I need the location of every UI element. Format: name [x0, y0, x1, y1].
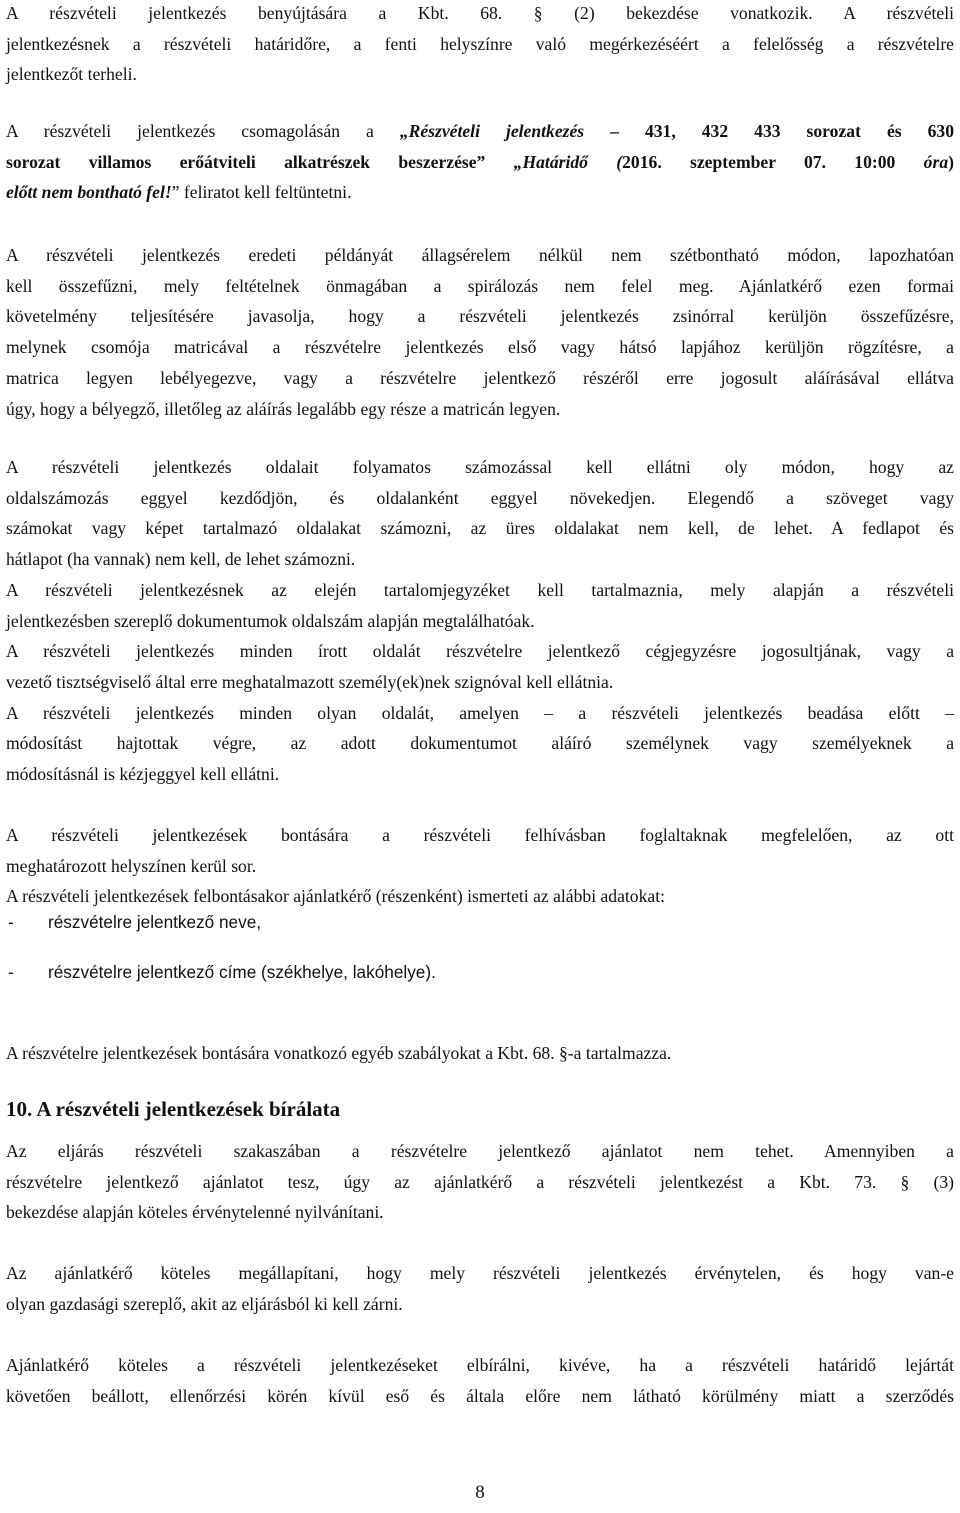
text-line: jelentkezésben szereplő dokumentumok oldalszám alapján megtalálhatóak.	[6, 610, 535, 631]
text-line: A részvételi jelentkezések felbontásakor ajánlatkérő (részenként) ismerteti az alábbi adatokat:	[6, 886, 665, 907]
section-heading: 10. A részvételi jelentkezések bírálata	[6, 1097, 341, 1121]
text-line: A részvételi jelentkezés minden olyan oldalát, amelyen – a részvételi jelentkezés beadása előtt –	[6, 702, 954, 723]
paragraph-invalidity	[6, 1258, 954, 1319]
text-line: olyan gazdasági szereplő, akit az eljárásból ki kell zárni.	[6, 1293, 403, 1314]
text-line: A részvételi jelentkezés benyújtására a Kbt. 68. § (2) bekezdése vonatkozik. A részvételi	[6, 3, 954, 23]
text-line: matrica legyen lebélyegezve, vagy a részvételre jelentkező részéről erre jogosult aláírásával ellátva	[6, 367, 954, 388]
paragraph-evaluation	[6, 1136, 954, 1228]
text-run-bold: – 431, 432 433 sorozat és 630	[584, 121, 954, 141]
text-line: vezető tisztségviselő által erre meghatalmazott személy(ek)nek szignóval kell ellátnia.	[6, 671, 614, 692]
list-item	[8, 962, 708, 983]
text-line: jelentkezőt terheli.	[6, 64, 137, 85]
paragraph-submission	[6, 0, 954, 90]
text-line: A részvételi jelentkezések bontására a részvételi felhívásban foglaltaknak megfelelően, az ott	[6, 825, 954, 845]
text-line: hátlapot (ha vannak) nem kell, de lehet számozni.	[6, 549, 356, 570]
text-line: Az ajánlatkérő köteles megállapítani, hogy mely részvételi jelentkezés érvénytelen, és hogy van-e	[6, 1263, 954, 1283]
text-line: melynek csomója matricával a részvételre jelentkezés első vagy hátsó lapjához kerüljön rögzítésre, a	[6, 337, 954, 358]
text-run: ” feliratot kell feltüntetni.	[171, 182, 352, 203]
list-item-text: részvételre jelentkező címe (székhelye, lakóhelye).	[48, 962, 436, 982]
text-run-bold: )	[948, 151, 954, 172]
text-line: A részvételi jelentkezésnek az elején tartalomjegyzéket kell tartalmaznia, mely alapján a részvételi	[6, 579, 954, 600]
paragraph-opening	[6, 820, 954, 912]
paragraph-other-rules	[6, 1038, 954, 1069]
label-emphasis: óra	[923, 151, 949, 172]
bullet-dash: -	[8, 962, 14, 982]
text-line: A részvételi jelentkezés oldalait folyamatos számozással kell ellátni oly módon, hogy az	[6, 457, 954, 477]
text-line: módosítást hajtottak végre, az adott dokumentumot aláíró személynek vagy személyeknek a	[6, 733, 954, 754]
text-line: A részvételre jelentkezések bontására vonatkozó egyéb szabályokat a Kbt. 68. §-a tartalmazza.	[6, 1043, 672, 1063]
text-line: úgy, hogy a bélyegző, illetőleg az aláírás legalább egy része a matricán legyen.	[6, 398, 561, 419]
text-line: jelentkezésnek a részvételi határidőre, a fenti helyszínre való megérkezéséért a felelősség a részvételre	[6, 33, 954, 54]
text-run: A részvételi jelentkezés csomagolásán a	[6, 121, 400, 141]
text-line	[6, 116, 954, 147]
paragraph-binding	[6, 240, 954, 424]
label-emphasis: előtt nem bontható fel!	[6, 182, 172, 203]
list-item-text: részvételre jelentkező neve,	[48, 912, 262, 932]
text-line: számokat vagy képet tartalmazó oldalakat számozni, az üres oldalakat nem kell, de lehet. A fedlapot és	[6, 518, 954, 539]
label-emphasis: „Részvételi jelentkezés	[399, 121, 585, 141]
paragraph-judging	[6, 1350, 954, 1411]
text-line: A részvételi jelentkezés minden írott oldalát részvételre jelentkező cégjegyzésre jogosultjának, vagy a	[6, 641, 954, 662]
label-emphasis: „Határidő (	[513, 151, 623, 172]
page-number: 8	[475, 1482, 485, 1503]
text-line: Ajánlatkérő köteles a részvételi jelentkezéseket elbírálni, kivéve, ha a részvételi határidő lejártát	[6, 1355, 954, 1375]
text-line: módosításnál is kézjeggyel kell ellátni.	[6, 764, 280, 785]
text-run-bold: sorozat villamos erőátviteli alkatrészek beszerzése”	[6, 151, 514, 172]
text-line: meghatározott helyszínen kerül sor.	[6, 855, 257, 876]
text-line	[6, 147, 954, 178]
text-line	[6, 177, 954, 208]
text-line: kell összefűzni, mely feltételnek önmagában a spirálozás nem felel meg. Ajánlatkérő ezen formai	[6, 275, 954, 296]
deadline-date: 2016. szeptember 07. 10:00	[622, 151, 924, 172]
text-line: A részvételi jelentkezés eredeti példányát állagsérelem nélkül nem szétbontható módon, lapozhatóan	[6, 245, 954, 265]
text-line: oldalszámozás eggyel kezdődjön, és oldalanként eggyel növekedjen. Elegendő a szöveget vagy	[6, 487, 954, 508]
text-line: követően beállott, ellenőrzési körén kívül eső és általa előre nem látható körülmény miatt a szerződés	[6, 1385, 954, 1406]
text-line: bekezdése alapján köteles érvénytelenné nyilvánítani.	[6, 1202, 384, 1223]
text-line: Az eljárás részvételi szakaszában a részvételre jelentkező ajánlatot nem tehet. Amennyiben a	[6, 1141, 954, 1161]
text-line: részvételre jelentkező ajánlatot tesz, úgy az ajánlatkérő a részvételi jelentkezést a Kbt. 73. § (3)	[6, 1171, 954, 1192]
paragraph-packaging	[6, 116, 954, 208]
bullet-dash: -	[8, 912, 14, 932]
list-item	[8, 912, 708, 933]
text-line: követelmény teljesítésére javasolja, hogy a részvételi jelentkezés zsinórral kerüljön összefűzésre,	[6, 306, 954, 327]
paragraph-numbering	[6, 452, 954, 790]
